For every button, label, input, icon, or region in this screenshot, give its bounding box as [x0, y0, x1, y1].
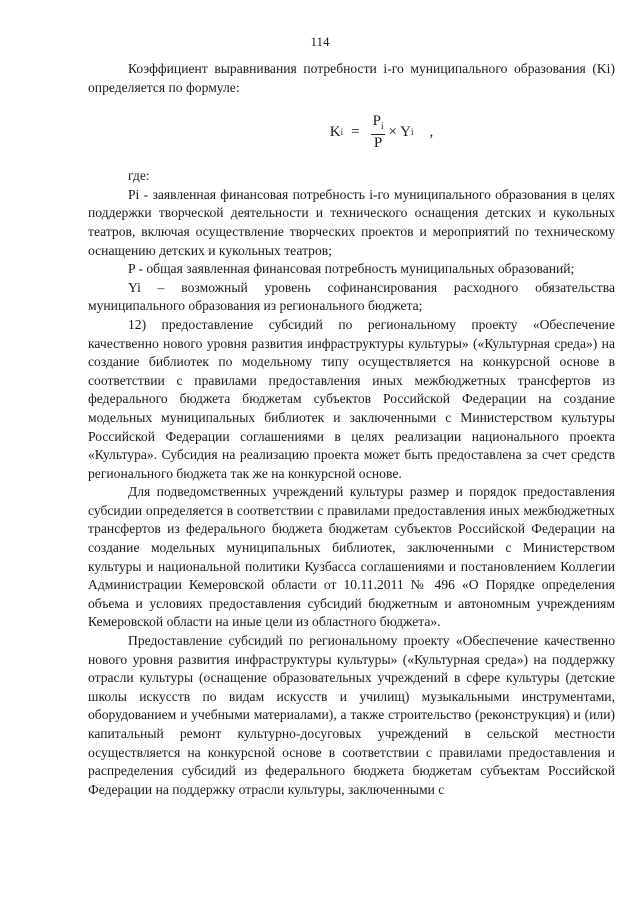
paragraph-culture-support: Предоставление субсидий по региональному проекту «Обеспечение качественно нового уровня развития инфраструктуры культуры» («Культурная среда») на поддержку отрасли культуры (оснащение образовательных учреждений в сфере культуры (детские школы искусств по видам искусств и училищ) музыкальными инструментами, оборудованием и учебными материалами), а также строительство (реконструкция) и (или) капитальный ремонт культурно-досуговых учреждений в сельской местности осуществляется на конкурсной основе в соответствии с правилами предоставления и распределения субсидий из федерального бюджета бюджетам субъектам Российской Федерации на поддержку отрасли культуры, заключенными с [88, 633, 615, 797]
formula-equals: = [351, 123, 360, 140]
formula-fraction [371, 113, 386, 151]
formula-denominator: P [373, 135, 383, 152]
paragraph-pi: Pi - заявленная финансовая потребность i-го муниципального образования в целях поддержки творческой деятельности и технического оснащения детских и кукольных театров, включая осуществление творческих проектов и мероприятий по техническому оснащению детских и кукольных театров; [88, 186, 615, 258]
where-label: где: [128, 168, 150, 184]
formula-times: × Y [388, 123, 411, 140]
paragraph-yi: Yi – возможный уровень софинансирования расходного обязательства муниципального образования из регионального бюджета; [88, 279, 615, 314]
formula-lhs-sub: i [340, 126, 344, 137]
paragraph-item-12: 12) предоставление субсидий по региональному проекту «Обеспечение качественно нового уровня развития инфраструктуры культуры» («Культурная среда») на создание библиотек по модельному типу осуществляется на конкурсной основе в соответствии с правилами предоставления иных межбюджетных трансфертов из федерального бюджета бюджетам субъектов Российской Федерации на создание модельных муниципальных библиотек и заключенными с Министерством культуры Российской Федерации соглашениями в целях реализации национального проекта «Культура». Субсидия на реализацию проекта может быть предоставлена за счет средств регионального бюджета так же на конкурсной основе. [88, 316, 615, 481]
formula [148, 97, 615, 167]
page-number: 114 [310, 34, 330, 49]
paragraph-p: P - общая заявленная финансовая потребность муниципальных образований; [128, 261, 575, 277]
formula-numerator: $P_i$ [371, 113, 386, 135]
formula-times-sub: i [410, 126, 414, 137]
paragraph-subordinate: Для подведомственных учреждений культуры размер и порядок предоставления субсидии определяется в соответствии с правилами предоставления иных межбюджетных трансфертов из федерального бюджета бюджетам субъектов Российской Федерации на создание модельных муниципальных библиотек, заключенными с Министерством культуры и национальной политики Кузбасса соглашениями и постановлением Коллегии Администрации Кемеровской области от 10.11.2011 № 496 «О Порядке определения объема и условиях предоставления субсидий бюджетным и автономным учреждениям Кемеровской области на иные цели из областного бюджета». [88, 484, 615, 630]
formula-lhs: K [329, 123, 341, 140]
intro-paragraph: Коэффициент выравнивания потребности i-го муниципального образования (Ki) определяется по формуле: [88, 61, 615, 95]
formula-tail: , [429, 123, 434, 140]
body-text [88, 60, 615, 799]
